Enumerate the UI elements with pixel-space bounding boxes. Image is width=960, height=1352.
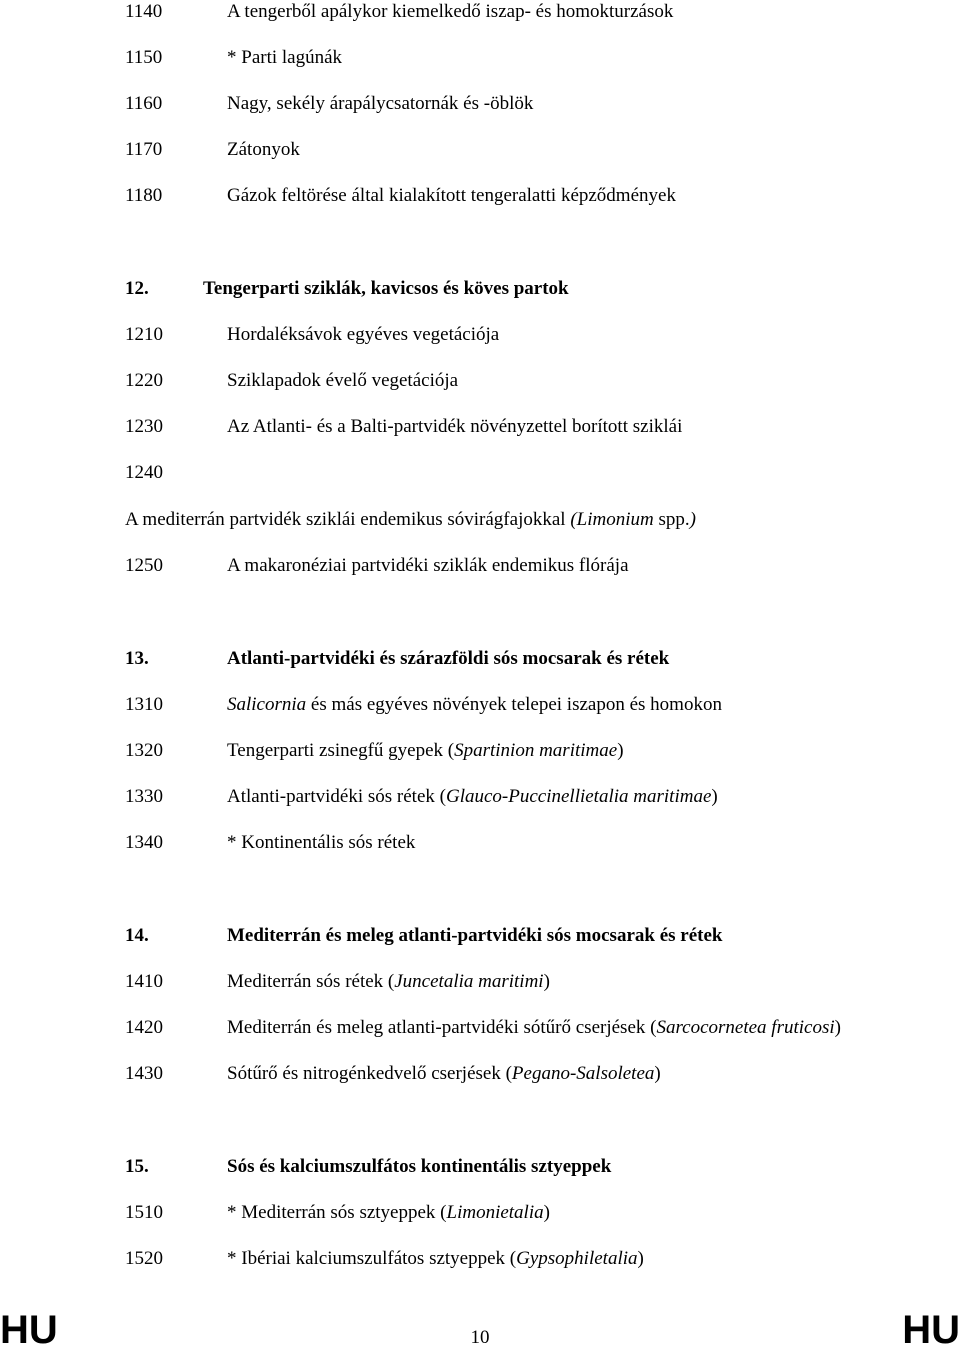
- list-item: [125, 693, 952, 717]
- list-item: [125, 1247, 952, 1271]
- habitat-name: Hordaléksávok egyéves vegetációja: [227, 324, 500, 345]
- habitat-code: 1180: [125, 185, 163, 206]
- habitat-code: 1430: [125, 1063, 163, 1084]
- habitat-code: 1320: [125, 740, 163, 761]
- section-number: 12.: [125, 278, 149, 299]
- section-title: Atlanti-partvidéki és szárazföldi sós mocsarak és rétek: [227, 648, 670, 669]
- list-item: [125, 0, 952, 24]
- habitat-code: 1330: [125, 786, 163, 807]
- section-number: 13.: [125, 648, 149, 669]
- list-item: [125, 369, 952, 393]
- habitat-code: 1220: [125, 370, 163, 391]
- list-item: [125, 739, 952, 763]
- section-heading: [125, 647, 952, 671]
- habitat-code: 1210: [125, 324, 163, 345]
- list-item: [125, 138, 952, 162]
- section-number: 14.: [125, 925, 149, 946]
- list-item: [125, 554, 952, 578]
- footer-country-mark-right: HU: [902, 1308, 960, 1352]
- list-item: [125, 785, 952, 809]
- habitat-name: Mediterrán és meleg atlanti-partvidéki sótűrő cserjések (Sarcocornetea fruticosi): [227, 1017, 841, 1038]
- footer-country-mark-left: HU: [0, 1308, 58, 1352]
- habitat-name: A makaronéziai partvidéki sziklák endemikus flórája: [227, 555, 629, 576]
- page-number: 10: [470, 1327, 490, 1348]
- section-heading: [125, 277, 952, 301]
- list-item: [125, 92, 952, 116]
- list-item: [125, 970, 952, 994]
- list-item: [125, 1201, 952, 1225]
- section-title: Mediterrán és meleg atlanti-partvidéki sós mocsarak és rétek: [227, 925, 723, 946]
- habitat-name: Nagy, sekély árapálycsatornák és -öblök: [227, 93, 534, 114]
- habitat-code: 1170: [125, 139, 163, 160]
- section-title: Tengerparti sziklák, kavicsos és köves partok: [203, 278, 569, 299]
- habitat-name: Zátonyok: [227, 139, 300, 160]
- habitat-code: 1140: [125, 1, 163, 22]
- habitat-code: 1410: [125, 971, 163, 992]
- habitat-code: 1250: [125, 555, 163, 576]
- habitat-name: * Mediterrán sós sztyeppek (Limonietalia): [227, 1202, 550, 1223]
- habitat-name: * Ibériai kalciumszulfátos sztyeppek (Gypsophiletalia): [227, 1248, 644, 1269]
- habitat-code: 1240: [125, 462, 163, 483]
- habitat-code: 1310: [125, 694, 163, 715]
- list-item: [125, 461, 952, 485]
- list-item: [125, 323, 952, 347]
- section-number: 15.: [125, 1156, 149, 1177]
- habitat-name: Salicornia és más egyéves növények telepei iszapon és homokon: [227, 694, 722, 715]
- habitat-name: Gázok feltörése által kialakított tengeralatti képződmények: [227, 185, 676, 206]
- list-item-continuation: [125, 508, 952, 532]
- habitat-name: Atlanti-partvidéki sós rétek (Glauco-Puccinellietalia maritimae): [227, 786, 718, 807]
- habitat-code: 1160: [125, 93, 163, 114]
- section-heading: [125, 924, 952, 948]
- list-item: [125, 415, 952, 439]
- habitat-code: 1340: [125, 832, 163, 853]
- habitat-name: Sziklapadok évelő vegetációja: [227, 370, 459, 391]
- list-item: [125, 1016, 952, 1040]
- list-item: [125, 1062, 952, 1086]
- habitat-name: Az Atlanti- és a Balti-partvidék növényzettel borított sziklái: [227, 416, 683, 437]
- habitat-name: Tengerparti zsinegfű gyepek (Spartinion maritimae): [227, 740, 624, 761]
- habitat-name: Mediterrán sós rétek (Juncetalia maritimi): [227, 971, 550, 992]
- section-heading: [125, 1155, 952, 1179]
- habitat-code: 1150: [125, 47, 163, 68]
- habitat-name: * Kontinentális sós rétek: [227, 832, 416, 853]
- list-item: [125, 184, 952, 208]
- habitat-code: 1510: [125, 1202, 163, 1223]
- list-item: [125, 831, 952, 855]
- habitat-code: 1420: [125, 1017, 163, 1038]
- list-item: [125, 46, 952, 70]
- section-title: Sós és kalciumszulfátos kontinentális sztyeppek: [227, 1156, 612, 1177]
- habitat-code: 1230: [125, 416, 163, 437]
- habitat-name: A mediterrán partvidék sziklái endemikus sóvirágfajokkal (Limonium spp.): [125, 509, 696, 530]
- habitat-name: Sótűrő és nitrogénkedvelő cserjések (Pegano-Salsoletea): [227, 1063, 661, 1084]
- habitat-code: 1520: [125, 1248, 163, 1269]
- habitat-name: A tengerből apálykor kiemelkedő iszap- és homokturzások: [227, 1, 674, 22]
- habitat-name: * Parti lagúnák: [227, 47, 343, 68]
